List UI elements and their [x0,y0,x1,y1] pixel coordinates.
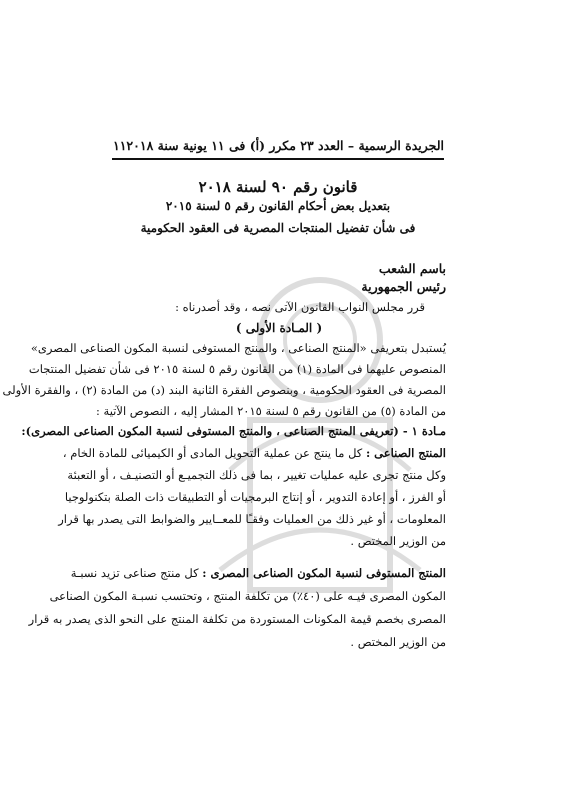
in-the-name-of-people: باسم الشعب [378,261,446,276]
article-line: المصرية فى العقود الحكومية ، وبنصوص الفقرة الثانية البند (د) من المادة (٢) ، والفقرة الأولى [2,383,446,397]
definition-line: من الوزير المختص . [350,635,446,649]
president-line: رئيس الجمهورية [361,279,446,294]
definition-line: المعلومات ، أو غير ذلك من العمليات وفقـًا للمعــايير والضوابط التى يصدر بها قرار [58,512,446,526]
definition-line: أو الفرز ، أو إعادة التدوير ، أو إنتاج البرمجيات أو التطبيقات ذات الصلة بتكنولوجيا [64,490,446,504]
industrial-product-line [62,446,446,460]
definition-line: من الوزير المختص . [350,534,446,548]
header-divider [112,158,444,160]
compliant-product-text: كل منتج صناعى تزيد نسبـة [70,566,199,580]
journal-name: الجريدة الرسمية – العدد ٢٣ مكرر (أ) فى ١١ يونية سنة ٢٠١٨ [126,138,444,153]
article-line: يُستبدل بتعريفى «المنتج الصناعى ، والمنتج المستوفى لنسبة المكون الصناعى المصرى» [30,341,446,355]
decree-line: قرر مجلس النواب القانون الآتى نصه ، وقد أصدرناه : [175,300,425,314]
compliant-product-line [70,566,446,580]
article-line: من المادة (٥) من القانون رقم ٥ لسنة ٢٠١٥ المشار إليه ، النصوص الآتية : [96,404,446,418]
definitions-heading: مـادة ١ - (تعريفى المنتج الصناعى ، والمنتج المستوفى لنسبة المكون الصناعى المصرى): [21,424,446,438]
law-subtitle-1: بتعديل بعض أحكام القانون رقم ٥ لسنة ٢٠١٥ [165,199,391,213]
law-title: قانون رقم ٩٠ لسنة ٢٠١٨ [198,178,358,196]
definition-line: وكل منتج تجرى عليه عمليات تغيير ، بما فى ذلك التجميـع أو التصنيـف ، أو التعبئة [67,468,446,482]
industrial-product-term: المنتج الصناعى : [365,446,446,460]
article-one-title: ( المـادة الأولى ) [235,321,323,335]
article-line: المنصوص عليهما فى المادة (١) من القانون رقم ٥ لسنة ٢٠١٥ فى شأن تفضيل المنتجات [28,362,446,376]
definition-line: المكون المصرى فيـه على (٤٠٪) من تكلفة المنتج ، وتحتسب نسبـة المكون الصناعى [49,589,446,603]
page-number: ١١ [112,138,127,153]
law-subtitle-2: فى شأن تفضيل المنتجات المصرية فى العقود الحكومية [140,221,416,235]
industrial-product-text: كل ما ينتج عن عملية التحويل المادى أو الكيميائى للمادة الخام ، [62,446,363,460]
journal-header [112,138,444,153]
compliant-product-term: المنتج المستوفى لنسبة المكون الصناعى المصرى : [202,566,446,580]
definition-line: المصرى بخصم قيمة المكونات المستوردة من تكلفة المنتج على النحو الذى يصدر به قرار [28,612,446,626]
